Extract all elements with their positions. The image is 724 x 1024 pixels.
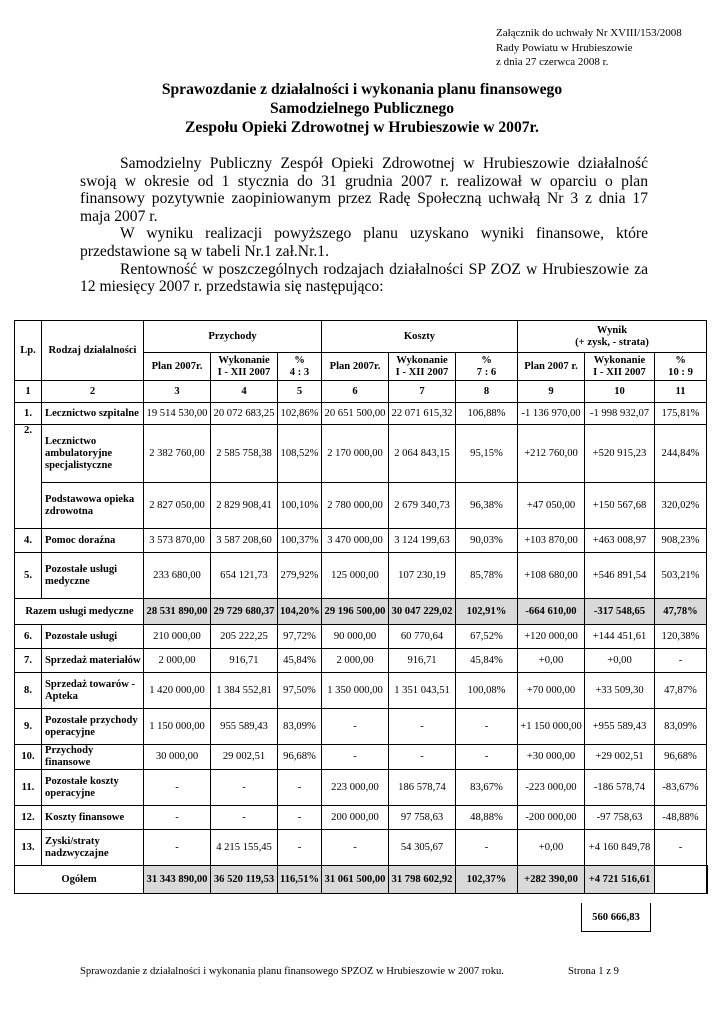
value-cell: 95,15% (456, 425, 518, 483)
value-cell: - (389, 745, 456, 770)
activity-name: Pozostałe przychody operacyjne (42, 709, 144, 745)
value-cell: 19 514 530,00 (144, 403, 211, 425)
value-cell: 1 384 552,81 (211, 673, 278, 709)
column-number-row (15, 381, 707, 403)
activity-name: Zyski/straty nadzwyczajne (42, 830, 144, 866)
paragraph: Samodzielny Publiczny Zespół Opieki Zdrowotnej w Hrubieszowie działalność swoją w okresie od 1 stycznia do 31 grudnia 2007 r. realizował w oparciu o plan finansowy pozytywnie zaopiniowanym przez Radę Społeczną uchwałą Nr 3 z dnia 17 maja 2007 r. (80, 155, 648, 225)
value-cell: -664 610,00 (518, 599, 585, 625)
column-number: 11 (655, 381, 707, 403)
value-cell: 908,23% (655, 529, 707, 553)
value-cell: 106,88% (456, 403, 518, 425)
value-cell: - (144, 806, 211, 830)
value-cell: 90 000,00 (322, 625, 389, 649)
value-cell: 2 679 340,73 (389, 483, 456, 529)
row-number: 7. (15, 649, 42, 673)
value-cell: 4 215 155,45 (211, 830, 278, 866)
value-cell: 2 780 000,00 (322, 483, 389, 529)
footer-text: Sprawozdanie z działalności i wykonania planu finansowego SPZOZ w Hrubieszowie w 2007 roku. (80, 966, 504, 977)
value-cell: 102,91% (456, 599, 518, 625)
column-number: 5 (278, 381, 322, 403)
value-cell: 29 196 500,00 (322, 599, 389, 625)
title-line: Sprawozdanie z działalności i wykonania planu finansowego (161, 81, 563, 98)
header-percent: % 7 : 6 (456, 353, 518, 381)
activity-name: Podstawowa opieka zdrowotna (42, 483, 144, 529)
value-cell: 96,38% (456, 483, 518, 529)
table-row (15, 553, 707, 599)
table-row (15, 745, 707, 770)
table-row (15, 483, 707, 529)
row-number: 2. (15, 425, 42, 483)
column-number: 3 (144, 381, 211, 403)
row-number: 4. (15, 529, 42, 553)
value-cell: +144 451,61 (585, 625, 655, 649)
attachment-line: z dnia 27 czerwca 2008 r. (496, 56, 609, 68)
value-cell: 2 829 908,41 (211, 483, 278, 529)
value-cell: - (322, 830, 389, 866)
value-cell: 205 222,25 (211, 625, 278, 649)
value-cell: 108,52% (278, 425, 322, 483)
value-cell: - (322, 745, 389, 770)
activity-name: Pozostałe usługi (42, 625, 144, 649)
value-cell: 102,37% (456, 866, 518, 894)
value-cell: - (389, 709, 456, 745)
column-number: 8 (456, 381, 518, 403)
document-body (80, 155, 648, 296)
value-cell: 28 531 890,00 (144, 599, 211, 625)
value-cell: 31 343 890,00 (144, 866, 211, 894)
value-cell: 90,03% (456, 529, 518, 553)
header-revenue: Przychody (144, 321, 322, 353)
value-cell: +463 008,97 (585, 529, 655, 553)
column-number: 1 (15, 381, 42, 403)
row-number: 8. (15, 673, 42, 709)
value-cell: 916,71 (389, 649, 456, 673)
value-cell: 2 064 843,15 (389, 425, 456, 483)
column-number: 9 (518, 381, 585, 403)
row-number: 5. (15, 553, 42, 599)
value-cell: 2 170 000,00 (322, 425, 389, 483)
value-cell: 107 230,19 (389, 553, 456, 599)
summary-label: Razem usługi medyczne (15, 599, 144, 625)
value-cell: - (655, 649, 707, 673)
row-number: 13. (15, 830, 42, 866)
value-cell: 175,81% (655, 403, 707, 425)
value-cell: 223 000,00 (322, 770, 389, 806)
value-cell: 60 770,64 (389, 625, 456, 649)
activity-name: Pozostałe koszty operacyjne (42, 770, 144, 806)
value-cell: 97,72% (278, 625, 322, 649)
table-row (15, 625, 707, 649)
table-row (15, 649, 707, 673)
value-cell: -97 758,63 (585, 806, 655, 830)
value-cell: 96,68% (655, 745, 707, 770)
table-row (15, 770, 707, 806)
activity-name: Lecznictwo ambulatoryjne specjalistyczne (42, 425, 144, 483)
value-cell: 22 071 615,32 (389, 403, 456, 425)
activity-name: Pomoc doraźna (42, 529, 144, 553)
value-cell: 210 000,00 (144, 625, 211, 649)
value-cell: 67,52% (456, 625, 518, 649)
value-cell: 29 729 680,37 (211, 599, 278, 625)
value-cell: 125 000,00 (322, 553, 389, 599)
value-cell: - (211, 806, 278, 830)
value-cell: - (456, 745, 518, 770)
value-cell: 36 520 119,53 (211, 866, 278, 894)
table-row (15, 806, 707, 830)
value-cell: 30 047 229,02 (389, 599, 456, 625)
value-cell: 97 758,63 (389, 806, 456, 830)
column-number: 4 (211, 381, 278, 403)
value-cell: 2 827 050,00 (144, 483, 211, 529)
value-cell: 31 061 500,00 (322, 866, 389, 894)
extra-total-box: 560 666,83 (581, 903, 651, 932)
value-cell: -317 548,65 (585, 599, 655, 625)
activity-name: Przychody finansowe (42, 745, 144, 770)
value-cell: +520 915,23 (585, 425, 655, 483)
value-cell: 47,78% (655, 599, 707, 625)
financial-results-table (14, 320, 708, 894)
header-execution: Wykonanie I - XII 2007 (211, 353, 278, 381)
value-cell: +282 390,00 (518, 866, 585, 894)
value-cell: - (655, 830, 707, 866)
table-row (15, 709, 707, 745)
value-cell: 3 573 870,00 (144, 529, 211, 553)
header-plan: Plan 2007r. (144, 353, 211, 381)
value-cell: +0,00 (518, 830, 585, 866)
table-row (15, 830, 707, 866)
value-cell: -48,88% (655, 806, 707, 830)
value-cell: +1 150 000,00 (518, 709, 585, 745)
value-cell: +108 680,00 (518, 553, 585, 599)
value-cell: 20 651 500,00 (322, 403, 389, 425)
value-cell: +955 589,43 (585, 709, 655, 745)
summary-row (15, 866, 707, 894)
activity-name: Sprzedaż materiałów (42, 649, 144, 673)
value-cell: - (322, 709, 389, 745)
value-cell: 279,92% (278, 553, 322, 599)
value-cell: 3 587 208,60 (211, 529, 278, 553)
value-cell: - (456, 709, 518, 745)
paragraph: Rentowność w poszczególnych rodzajach działalności SP ZOZ w Hrubieszowie za 12 miesięcy 2007 r. przedstawia się następująco: (80, 260, 648, 296)
value-cell: 955 589,43 (211, 709, 278, 745)
value-cell: +4 160 849,78 (585, 830, 655, 866)
value-cell: 29 002,51 (211, 745, 278, 770)
value-cell: 233 680,00 (144, 553, 211, 599)
value-cell: 83,09% (655, 709, 707, 745)
header-plan: Plan 2007r. (322, 353, 389, 381)
value-cell: +30 000,00 (518, 745, 585, 770)
value-cell: +212 760,00 (518, 425, 585, 483)
value-cell: +33 509,30 (585, 673, 655, 709)
value-cell: 2 585 758,38 (211, 425, 278, 483)
value-cell: 30 000,00 (144, 745, 211, 770)
summary-label: Ogółem (15, 866, 144, 894)
value-cell: +29 002,51 (585, 745, 655, 770)
value-cell: 3 124 199,63 (389, 529, 456, 553)
value-cell: +120 000,00 (518, 625, 585, 649)
column-number: 7 (389, 381, 456, 403)
value-cell: -83,67% (655, 770, 707, 806)
value-cell: -186 578,74 (585, 770, 655, 806)
value-cell: 3 470 000,00 (322, 529, 389, 553)
value-cell: +0,00 (518, 649, 585, 673)
value-cell: 503,21% (655, 553, 707, 599)
row-number: 1. (15, 403, 42, 425)
header-execution: Wykonanie I - XII 2007 (585, 353, 655, 381)
value-cell: - (144, 770, 211, 806)
header-plan: Plan 2007 r. (518, 353, 585, 381)
column-number: 6 (322, 381, 389, 403)
header-costs: Koszty (322, 321, 518, 353)
header-execution: Wykonanie I - XII 2007 (389, 353, 456, 381)
value-cell: 45,84% (456, 649, 518, 673)
value-cell: +47 050,00 (518, 483, 585, 529)
row-number: 9. (15, 709, 42, 745)
row-number: 6. (15, 625, 42, 649)
value-cell: 20 072 683,25 (211, 403, 278, 425)
value-cell: +150 567,68 (585, 483, 655, 529)
value-cell: - (144, 830, 211, 866)
value-cell: 45,84% (278, 649, 322, 673)
value-cell: 916,71 (211, 649, 278, 673)
value-cell: 654 121,73 (211, 553, 278, 599)
activity-name: Sprzedaż towarów - Apteka (42, 673, 144, 709)
value-cell (655, 866, 707, 894)
row-number: 10. (15, 745, 42, 770)
row-number: 12. (15, 806, 42, 830)
value-cell: - (211, 770, 278, 806)
value-cell: +70 000,00 (518, 673, 585, 709)
value-cell: 104,20% (278, 599, 322, 625)
value-cell: 97,50% (278, 673, 322, 709)
attachment-line: Załącznik do uchwały Nr XVIII/153/2008 (496, 27, 682, 39)
table-row (15, 673, 707, 709)
value-cell: 186 578,74 (389, 770, 456, 806)
value-cell: - (278, 830, 322, 866)
value-cell: 31 798 602,92 (389, 866, 456, 894)
value-cell: - (278, 770, 322, 806)
value-cell: - (456, 830, 518, 866)
value-cell: +546 891,54 (585, 553, 655, 599)
value-cell: - (278, 806, 322, 830)
header-activity-type: Rodzaj działalności (42, 321, 144, 381)
activity-name: Lecznictwo szpitalne (42, 403, 144, 425)
value-cell: 83,67% (456, 770, 518, 806)
table-row (15, 529, 707, 553)
summary-row (15, 599, 707, 625)
value-cell: 1 420 000,00 (144, 673, 211, 709)
page-number: Strona 1 z 9 (568, 966, 619, 977)
value-cell: -200 000,00 (518, 806, 585, 830)
header-result: Wynik (+ zysk, - strata) (518, 321, 707, 353)
value-cell: 54 305,67 (389, 830, 456, 866)
value-cell: 100,37% (278, 529, 322, 553)
value-cell: 100,08% (456, 673, 518, 709)
value-cell: -223 000,00 (518, 770, 585, 806)
value-cell: 47,87% (655, 673, 707, 709)
value-cell: 320,02% (655, 483, 707, 529)
value-cell: 48,88% (456, 806, 518, 830)
value-cell: 100,10% (278, 483, 322, 529)
value-cell: +0,00 (585, 649, 655, 673)
column-number: 2 (42, 381, 144, 403)
header-percent: % 4 : 3 (278, 353, 322, 381)
value-cell: 1 150 000,00 (144, 709, 211, 745)
value-cell: 1 351 043,51 (389, 673, 456, 709)
header-lp: Lp. (15, 321, 42, 381)
activity-name: Pozostałe usługi medyczne (42, 553, 144, 599)
header-percent: % 10 : 9 (655, 353, 707, 381)
value-cell: 85,78% (456, 553, 518, 599)
value-cell: 83,09% (278, 709, 322, 745)
title-line: Zespołu Opieki Zdrowotnej w Hrubieszowie w 2007r. (185, 119, 539, 136)
value-cell: 1 350 000,00 (322, 673, 389, 709)
value-cell: 2 382 760,00 (144, 425, 211, 483)
table-row (15, 403, 707, 425)
value-cell: +103 870,00 (518, 529, 585, 553)
value-cell: -1 136 970,00 (518, 403, 585, 425)
column-number: 10 (585, 381, 655, 403)
activity-name: Koszty finansowe (42, 806, 144, 830)
row-number (15, 483, 42, 529)
title-line: Samodzielnego Publicznego (269, 100, 455, 117)
value-cell: 2 000,00 (144, 649, 211, 673)
value-cell: 2 000,00 (322, 649, 389, 673)
value-cell: +4 721 516,61 (585, 866, 655, 894)
table-row (15, 425, 707, 483)
row-number: 11. (15, 770, 42, 806)
value-cell: 116,51% (278, 866, 322, 894)
value-cell: -1 998 932,07 (585, 403, 655, 425)
document-title (0, 80, 724, 137)
value-cell: 120,38% (655, 625, 707, 649)
value-cell: 244,84% (655, 425, 707, 483)
attachment-line: Rady Powiatu w Hrubieszowie (496, 41, 633, 54)
value-cell: 102,86% (278, 403, 322, 425)
value-cell: 200 000,00 (322, 806, 389, 830)
paragraph: W wyniku realizacji powyższego planu uzyskano wyniki finansowe, które przedstawione są w tabeli Nr.1 zał.Nr.1. (80, 225, 648, 260)
value-cell: 96,68% (278, 745, 322, 770)
attachment-note (496, 26, 682, 70)
